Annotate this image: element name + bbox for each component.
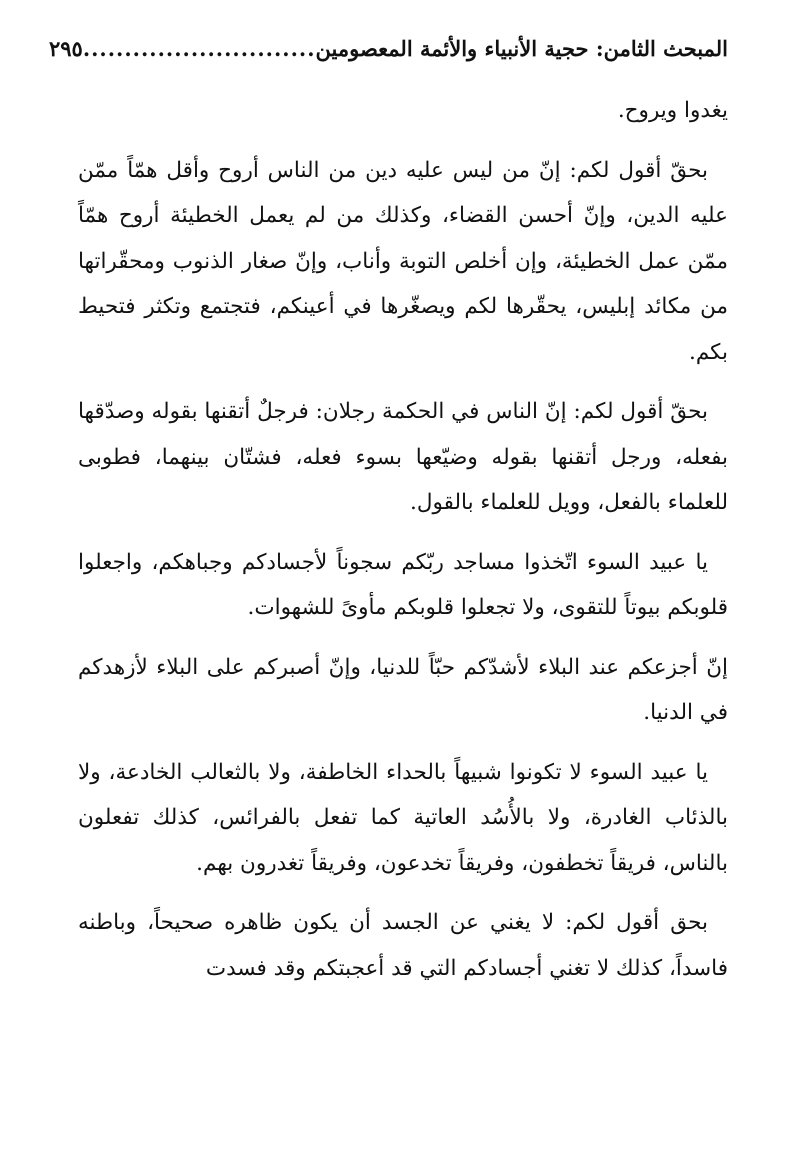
paragraph: بحقّ أقول لكم: إنّ الناس في الحكمة رجلان: فرجلٌ أتقنها بقوله وصدّقها بفعله، ورجل أتقنها بقوله وضيّعها بسوء فعله، فشتّان بينهما، فطوبى للعلماء بالفعل، وويل للعلماء بالقول. [78,399,728,515]
page-number: ٢٩٥ [48,36,83,61]
body-text [78,88,728,1005]
paragraph: يا عبيد السوء لا تكونوا شبيهاً بالحداء الخاطفة، ولا بالثعالب الخادعة، ولا بالذئاب الغادرة، ولا بالأُسُد العاتية كما تفعل بالفرائس، كذلك تفعلون بالناس، فريقاً تخطفون، وفريقاً تخدعون، وفريقاً تغدرون بهم. [78,759,728,876]
paragraph: بحق أقول لكم: لا يغني عن الجسد أن يكون ظاهره صحيحاً، وباطنه فاسداً، كذلك لا تغني أجسادكم التي قد أعجبتكم وقد فسدت [78,910,728,981]
paragraph: بحقّ أقول لكم: إنّ من ليس عليه دين من الناس أروح وأقل همّاً ممّن عليه الدين، وإنّ أحسن القضاء، وكذلك من لم يعمل الخطيئة أروح همّاً ممّن عمل الخطيئة، وإن أخلص التوبة وأناب، وإنّ صغار الذنوب ومحقّراتها من مكائد إبليس، يحقّرها لكم ويصغّرها في أعينكم، فتجتمع وتكثر فتحيط بكم. [78,157,728,365]
header-title: المبحث الثامن: حجية الأنبياء والأئمة المعصومين [315,36,728,61]
running-header [48,36,728,76]
paragraph: إنّ أجزعكم عند البلاء لأشدّكم حبّاً للدنيا، وإنّ أصبركم على البلاء لأزهدكم في الدنيا. [78,654,728,725]
header-dot-leader: ............................ [82,36,316,61]
paragraph: يغدوا ويروح. [617,98,728,123]
paragraph: يا عبيد السوء اتّخذوا مساجد ربّكم سجوناً لأجسادكم وجباهكم، واجعلوا قلوبكم بيوتاً للتقوى، ولا تجعلوا قلوبكم مأوىً للشهوات. [78,549,728,620]
